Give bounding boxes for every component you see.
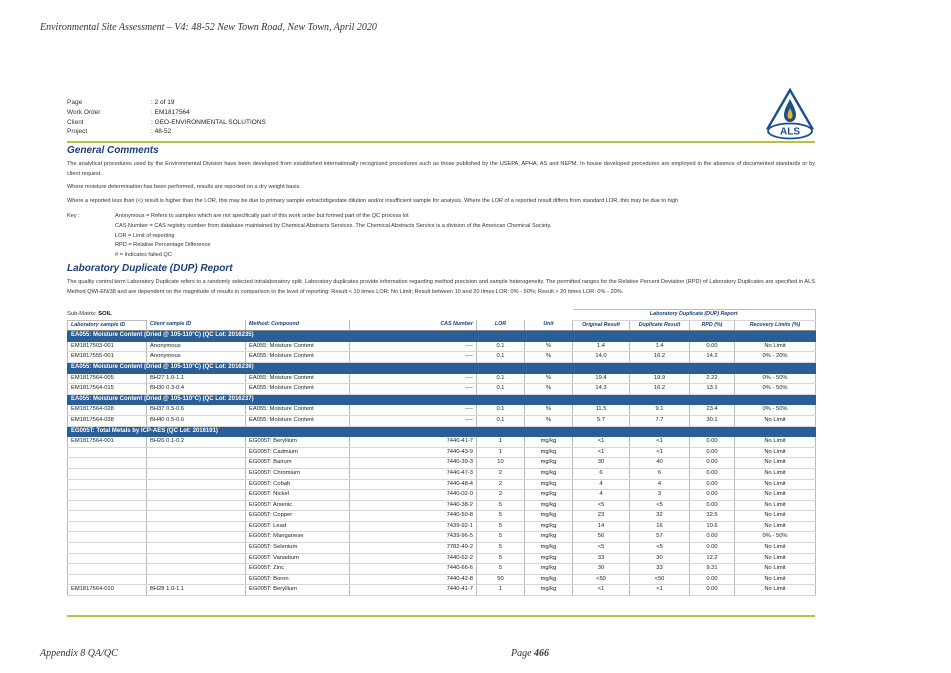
meta-row: [67, 108, 266, 118]
column-header: CAS Number: [350, 320, 477, 331]
footer-page: [511, 648, 549, 659]
qc-group-header: [68, 362, 816, 373]
table-cell: EM1817564-001: [68, 437, 147, 448]
sub-matrix-value: SOIL: [98, 311, 112, 317]
table-cell: 7.7: [630, 415, 690, 426]
table-cell: 0.00: [690, 574, 735, 585]
table-cell: Anonymous: [147, 341, 246, 352]
table-cell: [68, 479, 147, 490]
table-cell: %: [525, 341, 573, 352]
table-cell: 32.5: [690, 511, 735, 522]
table-cell: EA055: Moisture Content: [246, 415, 350, 426]
table-cell: No Limit: [735, 500, 816, 511]
table-cell: 4: [573, 479, 630, 490]
table-cell: BH40 0.5-0.6: [147, 415, 246, 426]
table-cell: %: [525, 352, 573, 363]
table-cell: No Limit: [735, 415, 816, 426]
table-row: [68, 521, 816, 532]
table-cell: 16.2: [630, 352, 690, 363]
table-cell: 7782-49-2: [350, 543, 477, 554]
table-cell: 0.00: [690, 479, 735, 490]
table-cell: [147, 521, 246, 532]
table-cell: mg/kg: [525, 585, 573, 596]
table-cell: 0.00: [690, 447, 735, 458]
table-cell: 0.00: [690, 341, 735, 352]
meta-value: : 2 of 19: [151, 99, 175, 106]
table-cell: EG005T: Lead: [246, 521, 350, 532]
column-header: Recovery Limits (%): [735, 320, 816, 331]
table-cell: EG005T: Beryllium: [246, 585, 350, 596]
table-cell: [68, 468, 147, 479]
table-cell: 32: [630, 511, 690, 522]
table-cell: <50: [573, 574, 630, 585]
table-row: [68, 574, 816, 585]
table-cell: EG005T: Barium: [246, 458, 350, 469]
column-header: LOR: [477, 320, 525, 331]
table-cell: No Limit: [735, 458, 816, 469]
meta-row: [67, 98, 266, 108]
table-cell: [68, 532, 147, 543]
key-item: CAS Number = CAS registry number from database maintained by Chemical Abstracts Services. The Chemical Abstracts Service is a division of the American Chemical Society.: [115, 222, 552, 229]
table-cell: Anonymous: [147, 352, 246, 363]
table-cell: EG005T: Cadmium: [246, 447, 350, 458]
table-cell: [147, 543, 246, 554]
table-cell: 5: [477, 521, 525, 532]
table-cell: EM1817555-001: [68, 352, 147, 363]
table-cell: No Limit: [735, 511, 816, 522]
table-cell: 7440-47-3: [350, 468, 477, 479]
column-header: Duplicate Result: [630, 320, 690, 331]
table-row: [68, 564, 816, 575]
table-cell: 56: [573, 532, 630, 543]
table-cell: EG005T: Boron: [246, 574, 350, 585]
table-cell: [68, 521, 147, 532]
table-cell: No Limit: [735, 479, 816, 490]
column-header: Unit: [525, 320, 573, 331]
table-cell: <1: [630, 447, 690, 458]
table-cell: 10.6: [690, 521, 735, 532]
table-cell: 14.3: [573, 384, 630, 395]
table-cell: [68, 553, 147, 564]
table-cell: EG005T: Beryllium: [246, 437, 350, 448]
table-row: [68, 490, 816, 501]
table-cell: ----: [350, 415, 477, 426]
table-cell: EG005T: Manganese: [246, 532, 350, 543]
table-cell: [147, 468, 246, 479]
column-header: RPD (%): [690, 320, 735, 331]
key-item: # = Indicates failed QC: [115, 252, 172, 259]
table-cell: No Limit: [735, 553, 816, 564]
table-row: [68, 384, 816, 395]
qc-group-title: EA055: Moisture Content (Dried @ 105-110°C) (QC Lot: 2016237): [68, 394, 816, 405]
table-cell: 2: [477, 468, 525, 479]
table-cell: No Limit: [735, 468, 816, 479]
table-cell: 16: [630, 521, 690, 532]
footer-appendix: Appendix 8 QA/QC: [40, 648, 118, 659]
table-cell: EM1817564-005: [68, 373, 147, 384]
table-cell: ----: [350, 341, 477, 352]
table-cell: 7440-02-0: [350, 490, 477, 501]
table-cell: 0% - 50%: [735, 532, 816, 543]
qc-group-header: [68, 394, 816, 405]
qc-group-title: EG005T: Total Metals by ICP-AES (QC Lot: 2016191): [68, 426, 816, 437]
table-cell: 0.00: [690, 532, 735, 543]
table-cell: 0.1: [477, 384, 525, 395]
dup-report-title: Laboratory Duplicate (DUP) Report: [67, 263, 233, 274]
table-cell: [147, 500, 246, 511]
table-cell: EA055: Moisture Content: [246, 405, 350, 416]
table-cell: [68, 500, 147, 511]
table-cell: [147, 574, 246, 585]
als-logo: [764, 88, 816, 140]
report-meta: [67, 98, 266, 137]
logo-text: ALS: [780, 126, 800, 138]
table-cell: 19.4: [573, 373, 630, 384]
table-cell: 6: [573, 468, 630, 479]
table-cell: 5: [477, 553, 525, 564]
table-cell: 23: [573, 511, 630, 522]
table-cell: %: [525, 384, 573, 395]
table-cell: 1.4: [630, 341, 690, 352]
table-cell: 30: [630, 553, 690, 564]
table-cell: 5: [477, 564, 525, 575]
table-row: [68, 532, 816, 543]
table-cell: <1: [630, 437, 690, 448]
table-cell: [68, 447, 147, 458]
table-row: [68, 352, 816, 363]
footer-divider: [67, 615, 815, 617]
table-cell: 7440-66-6: [350, 564, 477, 575]
table-cell: 57: [630, 532, 690, 543]
table-cell: [68, 458, 147, 469]
table-cell: 1: [477, 447, 525, 458]
meta-label: Client: [67, 118, 84, 126]
qc-group-title: EA055: Moisture Content (Dried @ 105-110°C) (QC Lot: 2016236): [68, 362, 816, 373]
table-cell: EA055: Moisture Content: [246, 341, 350, 352]
table-cell: 5.7: [573, 415, 630, 426]
table-cell: 0.1: [477, 405, 525, 416]
table-cell: 1: [477, 585, 525, 596]
meta-value: : 48-52: [151, 128, 172, 136]
table-row: [68, 341, 816, 352]
table-cell: EA055: Moisture Content: [246, 373, 350, 384]
table-cell: 2: [477, 479, 525, 490]
general-comments-title: General Comments: [67, 145, 159, 156]
table-row: [68, 543, 816, 554]
qc-group-header: [68, 426, 816, 437]
table-cell: 0.00: [690, 458, 735, 469]
table-row: [68, 437, 816, 448]
table-row: [68, 511, 816, 522]
table-cell: 5: [477, 532, 525, 543]
table-cell: %: [525, 405, 573, 416]
table-cell: 0.00: [690, 468, 735, 479]
table-cell: 0.1: [477, 373, 525, 384]
table-cell: EG005T: Arsenic: [246, 500, 350, 511]
table-cell: 0.1: [477, 341, 525, 352]
table-cell: 4: [630, 479, 690, 490]
table-cell: 14.2: [690, 352, 735, 363]
table-cell: 0.00: [690, 585, 735, 596]
table-cell: mg/kg: [525, 543, 573, 554]
key-label: Key :: [67, 213, 80, 219]
key-item: LOR = Limit of reporting: [115, 232, 175, 239]
table-cell: 0.00: [690, 437, 735, 448]
general-paragraph-1: The analytical procedures used by the Environmental Division have been developed from established internationally recognized procedures such as those published by the USEPA, APHA, AS and NEPM. In house developed procedures are employed in the absence of documented standards or by client request.: [67, 161, 815, 177]
table-row: [68, 479, 816, 490]
table-row: [68, 415, 816, 426]
table-cell: 7440-50-8: [350, 511, 477, 522]
table-cell: mg/kg: [525, 500, 573, 511]
table-cell: mg/kg: [525, 447, 573, 458]
table-cell: No Limit: [735, 574, 816, 585]
meta-value: : EM1817564: [151, 108, 190, 116]
table-cell: ----: [350, 405, 477, 416]
table-cell: %: [525, 373, 573, 384]
qc-group-title: EA055: Moisture Content (Dried @ 105-110°C) (QC Lot: 2016235): [68, 331, 816, 342]
footer-page-label: Page: [511, 648, 532, 659]
table-cell: No Limit: [735, 447, 816, 458]
table-cell: 23.4: [690, 405, 735, 416]
table-cell: 33: [630, 564, 690, 575]
meta-row: [67, 127, 266, 137]
table-cell: EA055: Moisture Content: [246, 384, 350, 395]
table-cell: EG005T: Nickel: [246, 490, 350, 501]
table-cell: BH37 0.5-0.6: [147, 405, 246, 416]
table-cell: 0.00: [690, 543, 735, 554]
table-row: [68, 373, 816, 384]
table-cell: BH30 0.3-0.4: [147, 384, 246, 395]
table-row: [68, 553, 816, 564]
table-cell: 3: [630, 490, 690, 501]
table-cell: 1: [477, 437, 525, 448]
general-paragraph-3: Where a reported less than (<) result is higher than the LOR, this may be due to primary sample extract/digestate dilution and/or insufficient sample for analysis. Where the LOR of a reported result differs from standard LOR, this may be due to high: [67, 198, 679, 204]
table-cell: 0% - 50%: [735, 373, 816, 384]
table-cell: 2: [477, 490, 525, 501]
table-cell: mg/kg: [525, 553, 573, 564]
table-cell: 0% - 50%: [735, 405, 816, 416]
table-cell: 5: [477, 543, 525, 554]
meta-value: : GEO-ENVIRONMENTAL SOLUTIONS: [151, 118, 266, 126]
table-cell: [147, 532, 246, 543]
dup-caption-row: [68, 310, 816, 321]
table-row: [68, 468, 816, 479]
table-cell: <5: [573, 500, 630, 511]
table-cell: [147, 458, 246, 469]
table-cell: 2.22: [690, 373, 735, 384]
meta-row: [67, 118, 266, 128]
table-cell: 7440-38-2: [350, 500, 477, 511]
table-cell: [147, 564, 246, 575]
table-cell: [147, 553, 246, 564]
table-cell: 0% - 50%: [735, 384, 816, 395]
dup-table: [67, 309, 816, 596]
table-cell: 6: [630, 468, 690, 479]
table-cell: ----: [350, 373, 477, 384]
table-cell: [147, 447, 246, 458]
table-cell: ----: [350, 352, 477, 363]
table-cell: 14.0: [573, 352, 630, 363]
table-cell: EG005T: Zinc: [246, 564, 350, 575]
column-header: Client sample ID: [147, 320, 246, 331]
table-cell: <5: [630, 500, 690, 511]
table-cell: 19.9: [630, 373, 690, 384]
footer-page-number: 466: [534, 648, 550, 659]
table-cell: 7440-42-8: [350, 574, 477, 585]
table-cell: mg/kg: [525, 468, 573, 479]
table-cell: No Limit: [735, 437, 816, 448]
table-cell: 1.4: [573, 341, 630, 352]
table-cell: 7440-39-3: [350, 458, 477, 469]
table-cell: 10: [477, 458, 525, 469]
table-header: [68, 320, 816, 331]
table-row: [68, 405, 816, 416]
key-item: RPD = Relative Percentage Difference: [115, 242, 211, 249]
dup-paragraph: The quality control term Laboratory Duplicate refers to a randomly selected intralaboratory split. Laboratory duplicates provide information regarding method precision and sample heterogeneity. The permitted ranges for the Relative Percent Deviation (RPD) of Laboratory Duplicates are specified in ALS Method QWI-EN/38 and are dependent on the magnitude of results in comparison to the level of reporting: Result < 10 times LOR: No Limit; Result between 10 and 20 times LOR: 0% - 50%; Result > 20 times LOR: 0% - 20%.: [67, 279, 815, 295]
table-cell: mg/kg: [525, 437, 573, 448]
table-cell: No Limit: [735, 585, 816, 596]
table-cell: EG005T: Copper: [246, 511, 350, 522]
table-cell: 13.1: [690, 384, 735, 395]
table-cell: [68, 574, 147, 585]
table-cell: mg/kg: [525, 532, 573, 543]
key-item: Anonymous = Refers to samples which are not specifically part of this work order but formed part of the QC process lot: [115, 213, 409, 219]
table-cell: BH26 0.1-0.2: [147, 437, 246, 448]
meta-label: Work Order: [67, 108, 101, 116]
table-cell: BH27 1.0-1.1: [147, 373, 246, 384]
table-cell: 0% - 20%: [735, 352, 816, 363]
table-cell: 9.1: [630, 405, 690, 416]
sub-matrix-label: Sub-Matrix:: [67, 311, 97, 317]
table-cell: EG005T: Chromium: [246, 468, 350, 479]
table-cell: 33: [573, 553, 630, 564]
table-cell: 0.00: [690, 500, 735, 511]
table-cell: 40: [630, 458, 690, 469]
table-cell: [147, 511, 246, 522]
table-cell: EM1817564-028: [68, 405, 147, 416]
table-cell: EM1817564-015: [68, 384, 147, 395]
table-cell: <1: [573, 447, 630, 458]
table-cell: mg/kg: [525, 521, 573, 532]
table-cell: EG005T: Selenium: [246, 543, 350, 554]
table-cell: EM1817564-038: [68, 415, 147, 426]
table-cell: BH28 1.0-1.1: [147, 585, 246, 596]
table-cell: EM1817503-001: [68, 341, 147, 352]
key-list: [115, 212, 551, 261]
table-cell: 9.31: [690, 564, 735, 575]
table-cell: No Limit: [735, 341, 816, 352]
table-cell: <1: [573, 585, 630, 596]
table-cell: 14: [573, 521, 630, 532]
table-cell: 0.1: [477, 415, 525, 426]
table-cell: No Limit: [735, 521, 816, 532]
table-cell: <5: [630, 543, 690, 554]
table-cell: 30: [573, 458, 630, 469]
table-cell: 5: [477, 500, 525, 511]
table-cell: 7439-96-5: [350, 532, 477, 543]
table-row: [68, 447, 816, 458]
table-cell: [68, 490, 147, 501]
table-cell: 5: [477, 511, 525, 522]
table-row: [68, 585, 816, 596]
table-cell: mg/kg: [525, 564, 573, 575]
table-cell: 30: [573, 564, 630, 575]
table-cell: 16.2: [630, 384, 690, 395]
table-row: [68, 458, 816, 469]
table-cell: <5: [573, 543, 630, 554]
table-cell: 50: [477, 574, 525, 585]
general-paragraph-2: Where moisture determination has been performed, results are reported on a dry weight basis.: [67, 184, 301, 190]
column-header: Laboratory sample ID: [68, 320, 147, 331]
table-cell: <1: [573, 437, 630, 448]
table-cell: EM1817564-010: [68, 585, 147, 596]
table-cell: mg/kg: [525, 574, 573, 585]
table-cell: [147, 490, 246, 501]
table-cell: ----: [350, 384, 477, 395]
table-cell: mg/kg: [525, 511, 573, 522]
report-header: Environmental Site Assessment – V4: 48-52 New Town Road, New Town, April 2020: [40, 22, 377, 33]
meta-label: Page: [67, 99, 83, 106]
table-cell: EG005T: Cobalt: [246, 479, 350, 490]
table-cell: 7440-62-2: [350, 553, 477, 564]
table-row: [68, 500, 816, 511]
table-cell: 7440-41-7: [350, 437, 477, 448]
table-cell: 7440-48-4: [350, 479, 477, 490]
column-header: Method: Compound: [246, 320, 350, 331]
qc-group-header: [68, 331, 816, 342]
header-divider: [67, 141, 815, 143]
table-cell: [68, 564, 147, 575]
table-cell: [68, 511, 147, 522]
table-cell: 0.00: [690, 490, 735, 501]
table-cell: No Limit: [735, 490, 816, 501]
table-cell: No Limit: [735, 564, 816, 575]
table-cell: 4: [573, 490, 630, 501]
table-cell: 11.5: [573, 405, 630, 416]
table-cell: %: [525, 415, 573, 426]
meta-label: Project: [67, 128, 88, 136]
table-cell: 12.2: [690, 553, 735, 564]
table-cell: 7440-41-7: [350, 585, 477, 596]
table-cell: 7440-43-9: [350, 447, 477, 458]
table-cell: [68, 543, 147, 554]
table-cell: 7439-92-1: [350, 521, 477, 532]
table-cell: <50: [630, 574, 690, 585]
table-cell: 0.1: [477, 352, 525, 363]
table-cell: mg/kg: [525, 490, 573, 501]
table-cell: <1: [630, 585, 690, 596]
table-cell: EG005T: Vanadium: [246, 553, 350, 564]
column-header: Original Result: [573, 320, 630, 331]
table-cell: [147, 479, 246, 490]
caption-spacer: [68, 310, 573, 321]
table-cell: 30.1: [690, 415, 735, 426]
table-cell: No Limit: [735, 543, 816, 554]
dup-caption: Laboratory Duplicate (DUP) Report: [573, 310, 816, 321]
table-cell: mg/kg: [525, 458, 573, 469]
table-cell: EA055: Moisture Content: [246, 352, 350, 363]
table-cell: mg/kg: [525, 479, 573, 490]
